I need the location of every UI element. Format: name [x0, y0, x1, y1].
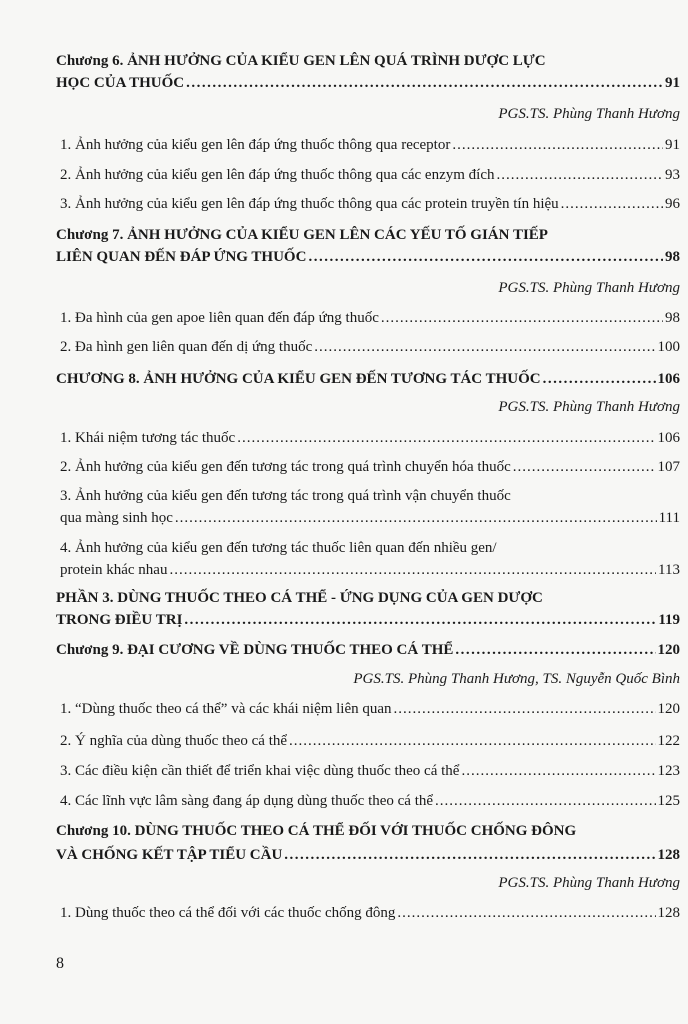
toc-entry: 2. Ý nghĩa của dùng thuốc theo cá thể ..... 122	[60, 732, 680, 750]
toc-entry: 1. Đa hình của gen apoe liên quan đến đáp ứng thuốc ..... 98	[60, 309, 680, 327]
chapter-9-author: PGS.TS. Phùng Thanh Hương, TS. Nguyễn Quốc Bình	[353, 671, 680, 687]
chapter-7-author: PGS.TS. Phùng Thanh Hương	[498, 280, 680, 296]
toc-entry: 2. Ảnh hưởng của kiểu gen đến tương tác trong quá trình chuyển hóa thuốc ..... 107	[60, 458, 680, 476]
toc-entry: 1. Dùng thuốc theo cá thể đối với các thuốc chống đông ..... 128	[60, 904, 680, 922]
chapter-9-title: Chương 9. ĐẠI CƯƠNG VỀ DÙNG THUỐC THEO CÁ THỂ ..... 120	[56, 641, 680, 659]
chapter-10-author: PGS.TS. Phùng Thanh Hương	[498, 875, 680, 891]
toc-entry-line1: 4. Ảnh hưởng của kiểu gen đến tương tác thuốc liên quan đến nhiều gen/	[60, 540, 497, 556]
toc-entry: 1. Ảnh hưởng của kiểu gen lên đáp ứng thuốc thông qua receptor ..... 91	[60, 136, 680, 154]
chapter-6-title-line2: HỌC CỦA THUỐC ..... 91	[56, 74, 680, 92]
toc-entry: 1. “Dùng thuốc theo cá thể” và các khái niệm liên quan ..... 120	[60, 700, 680, 718]
chapter-8-title: CHƯƠNG 8. ẢNH HƯỞNG CỦA KIỂU GEN ĐẾN TƯƠNG TÁC THUỐC ..... 106	[56, 370, 680, 388]
dot-leader	[186, 74, 663, 92]
chapter-10-title-line1: Chương 10. DÙNG THUỐC THEO CÁ THỂ ĐỐI VỚI THUỐC CHỐNG ĐÔNG	[56, 823, 577, 839]
chapter-8-author: PGS.TS. Phùng Thanh Hương	[498, 399, 680, 415]
toc-entry: qua màng sinh học ..... 111	[60, 509, 680, 527]
chapter-7-title-line1: Chương 7. ẢNH HƯỞNG CỦA KIỂU GEN LÊN CÁC YẾU TỐ GIÁN TIẾP	[56, 227, 548, 243]
toc-entry: 2. Đa hình gen liên quan đến dị ứng thuốc ..... 100	[60, 338, 680, 356]
chapter-6-page: 91	[665, 75, 680, 91]
toc-entry-line1: 3. Ảnh hưởng của kiểu gen đến tương tác trong quá trình vận chuyển thuốc	[60, 488, 511, 504]
toc-entry: 4. Các lĩnh vực lâm sàng đang áp dụng dùng thuốc theo cá thể ..... 125	[60, 792, 680, 810]
part-3-title-line2: TRONG ĐIỀU TRỊ ..... 119	[56, 611, 680, 629]
chapter-6-author: PGS.TS. Phùng Thanh Hương	[498, 106, 680, 122]
toc-entry: 2. Ảnh hưởng của kiểu gen lên đáp ứng thuốc thông qua các enzym đích ..... 93	[60, 166, 680, 184]
page-number: 8	[56, 955, 64, 972]
toc-entry: protein khác nhau ..... 113	[60, 561, 680, 579]
chapter-7-title-line2: LIÊN QUAN ĐẾN ĐÁP ỨNG THUỐC ..... 98	[56, 248, 680, 266]
toc-entry: 3. Các điều kiện cần thiết để triển khai việc dùng thuốc theo cá thể ..... 123	[60, 762, 680, 780]
part-3-title-line1: PHẦN 3. DÙNG THUỐC THEO CÁ THỂ - ỨNG DỤNG CỦA GEN DƯỢC	[56, 590, 543, 606]
chapter-10-title-line2: VÀ CHỐNG KẾT TẬP TIỂU CẦU ..... 128	[56, 846, 680, 864]
toc-entry: 1. Khái niệm tương tác thuốc ..... 106	[60, 429, 680, 447]
chapter-6-title-line1: Chương 6. ẢNH HƯỞNG CỦA KIỂU GEN LÊN QUÁ TRÌNH DƯỢC LỰC	[56, 53, 546, 69]
toc-entry: 3. Ảnh hưởng của kiểu gen lên đáp ứng thuốc thông qua các protein truyền tín hiệu ..... 96	[60, 195, 680, 213]
